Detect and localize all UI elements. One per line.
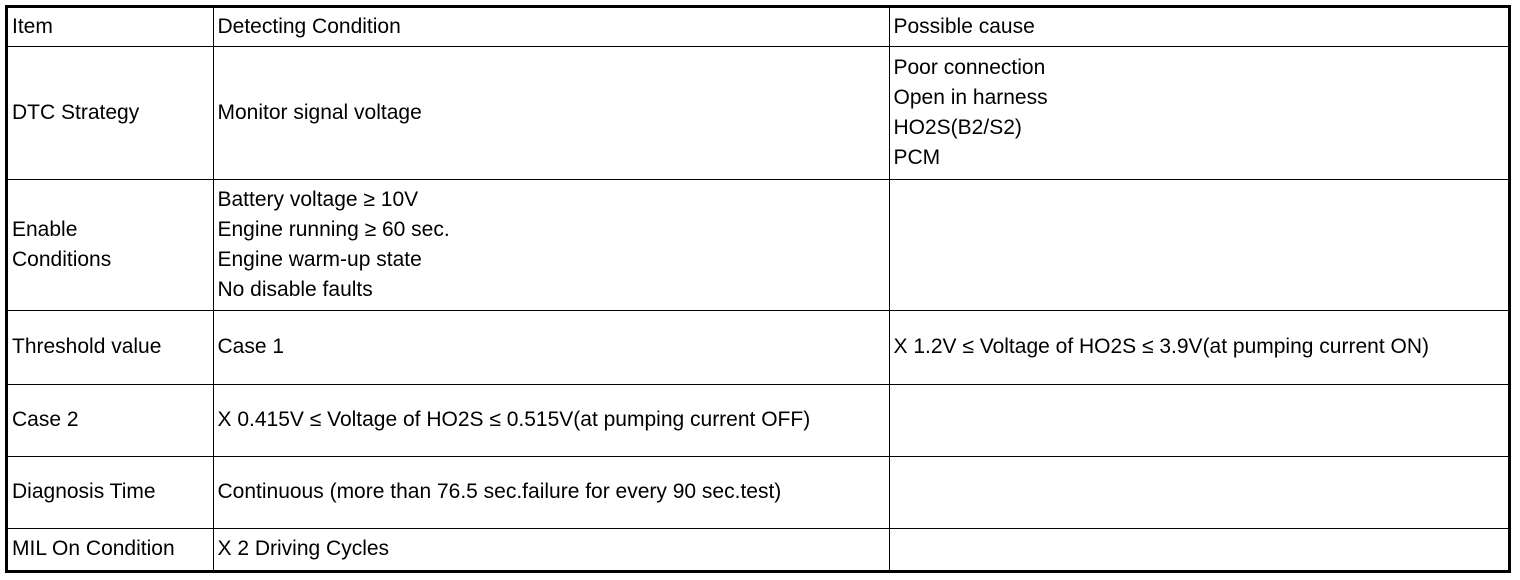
item-line: Enable — [12, 217, 78, 241]
condition-cell: X 2 Driving Cycles — [213, 528, 889, 570]
cause-cell — [889, 310, 1508, 384]
cause-cell — [889, 46, 1508, 179]
table-row-mil-on-condition — [8, 528, 1508, 570]
condition-cell: Case 1 — [213, 310, 889, 384]
condition-line: Engine warm-up state — [217, 247, 422, 271]
condition-cell — [213, 179, 889, 310]
header-possible-cause: Possible cause — [889, 8, 1508, 46]
cause-line: Open in harness — [893, 85, 1048, 109]
condition-cell — [213, 46, 889, 179]
dtc-table-frame — [5, 5, 1511, 573]
header-item: Item — [8, 8, 213, 46]
item-cell: Case 2 — [8, 384, 213, 456]
table-row-enable-conditions — [8, 179, 1508, 310]
table-row-diagnosis-time — [8, 456, 1508, 528]
table-row-threshold-value — [8, 310, 1508, 384]
cause-cell — [889, 528, 1508, 570]
condition-line: Monitor signal voltage — [217, 100, 422, 124]
cause-line: Poor connection — [893, 55, 1046, 79]
cause-cell — [889, 456, 1508, 528]
condition-line: Battery voltage ≥ 10V — [217, 187, 419, 211]
item-cell — [8, 179, 213, 310]
item-line: Conditions — [12, 247, 112, 271]
condition-cell — [213, 384, 889, 456]
item-cell: MIL On Condition — [8, 528, 213, 570]
cause-line: HO2S(B2/S2) — [893, 115, 1022, 139]
condition-line: Engine running ≥ 60 sec. — [217, 217, 450, 241]
cause-cell — [889, 384, 1508, 456]
cause-text: X 1.2V ≤ Voltage of HO2S ≤ 3.9V(at pumping current ON) — [893, 335, 1429, 358]
table-row-case-2 — [8, 384, 1508, 456]
condition-text: X 0.415V ≤ Voltage of HO2S ≤ 0.515V(at pumping current OFF) — [217, 408, 811, 431]
condition-text: Continuous (more than 76.5 sec.failure for every 90 sec.test) — [217, 480, 782, 503]
item-cell: Diagnosis Time — [8, 456, 213, 528]
item-cell: DTC Strategy — [8, 46, 213, 179]
header-detecting-condition: Detecting Condition — [213, 8, 889, 46]
condition-line: No disable faults — [217, 277, 373, 301]
dtc-spec-table — [8, 8, 1508, 570]
cause-cell — [889, 179, 1508, 310]
condition-cell — [213, 456, 889, 528]
item-cell: Threshold value — [8, 310, 213, 384]
table-header-row — [8, 8, 1508, 46]
table-row-dtc-strategy — [8, 46, 1508, 179]
cause-line: PCM — [893, 145, 941, 169]
